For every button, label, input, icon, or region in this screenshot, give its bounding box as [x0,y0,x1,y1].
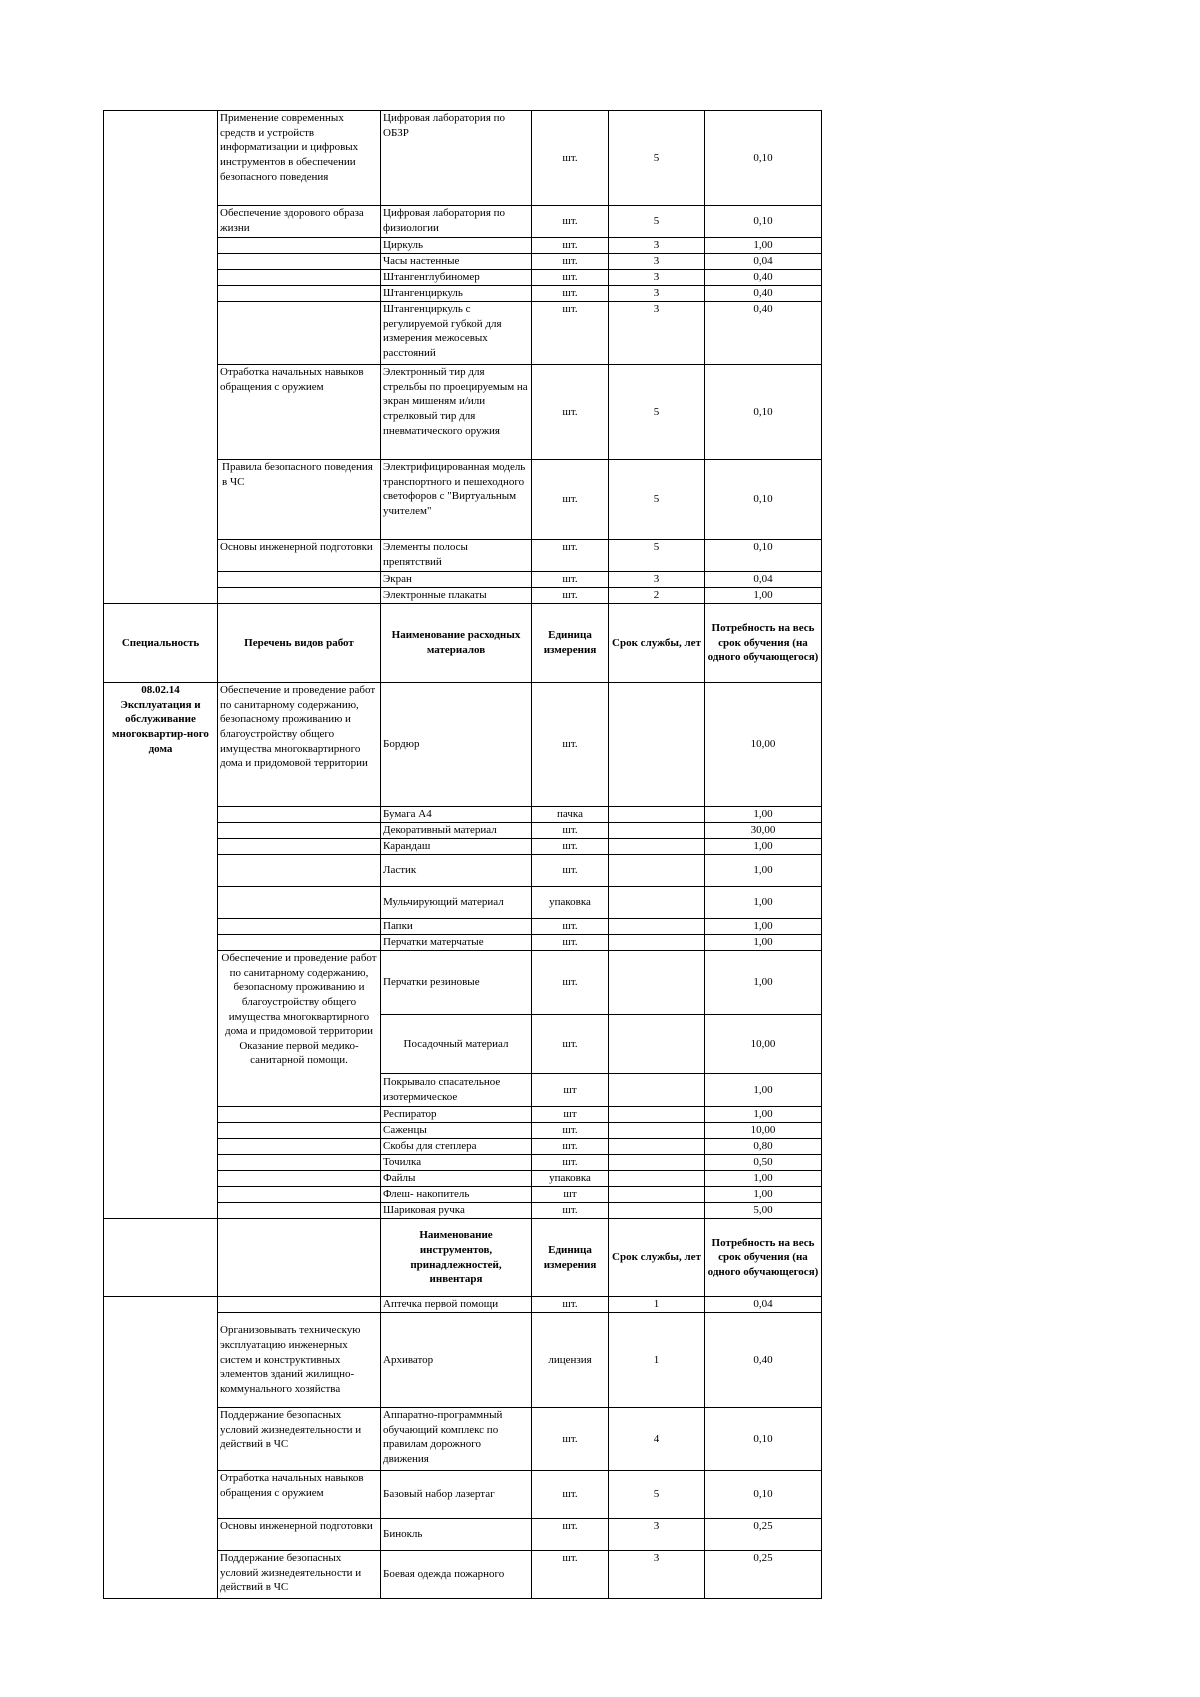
work-type-cell: Основы инженерной подготовки [218,540,381,572]
need-cell: 1,00 [705,1074,822,1107]
table-row [104,540,822,572]
unit-cell: шт. [532,111,609,206]
header-work-types [218,1219,381,1297]
service-life-cell: 5 [609,1471,705,1519]
table-row [104,1203,822,1219]
table-row [104,1171,822,1187]
service-life-cell: 5 [609,460,705,540]
service-life-cell: 3 [609,270,705,286]
table-row [104,206,822,238]
unit-cell: шт. [532,839,609,855]
item-name-cell: Штангенциркуль [381,286,532,302]
item-name-cell: Элементы полосы препятствий [381,540,532,572]
service-life-cell [609,1015,705,1074]
service-life-cell: 5 [609,365,705,460]
service-life-cell [609,935,705,951]
table-row [104,1187,822,1203]
unit-cell: шт. [532,254,609,270]
work-type-cell: Обеспечение и проведение работ по санитарному содержанию, безопасному проживанию и благоустройству общего имущества многоквартирного дома и придомовой территории Оказание первой медико-санитарной помощи. [218,951,381,1107]
item-name-cell: Перчатки матерчатые [381,935,532,951]
item-name-cell: Скобы для степлера [381,1139,532,1155]
need-cell: 1,00 [705,588,822,604]
header-item-name: Наименование расходных материалов [381,604,532,683]
work-type-cell: Поддержание безопасных условий жизнедеятельности и действий в ЧС [218,1408,381,1471]
unit-cell: шт. [532,951,609,1015]
service-life-cell: 3 [609,302,705,365]
unit-cell: шт. [532,365,609,460]
item-name-cell: Бинокль [381,1519,532,1551]
table-row [104,1123,822,1139]
work-type-cell: Отработка начальных навыков обращения с оружием [218,1471,381,1519]
item-name-cell: Штангенциркуль с регулируемой губкой для измерения межосевых расстояний [381,302,532,365]
need-cell: 0,04 [705,1297,822,1313]
service-life-cell: 5 [609,540,705,572]
need-cell: 1,00 [705,1107,822,1123]
service-life-cell [609,1074,705,1107]
service-life-cell: 2 [609,588,705,604]
table-row [104,1408,822,1471]
unit-cell: шт. [532,823,609,839]
table-row [104,935,822,951]
header-specialty [104,1219,218,1297]
item-name-cell: Бордюр [381,683,532,807]
table-row [104,270,822,286]
table-row [104,839,822,855]
need-cell: 0,25 [705,1551,822,1599]
specialty-name: 08.02.14 Эксплуатация и обслуживание многоквартир-ного дома [104,683,218,807]
item-name-cell: Ластик [381,855,532,887]
service-life-cell [609,1171,705,1187]
unit-cell: шт. [532,855,609,887]
unit-cell: шт. [532,1471,609,1519]
service-life-cell: 4 [609,1408,705,1471]
service-life-cell [609,1123,705,1139]
need-cell: 0,40 [705,286,822,302]
item-name-cell: Аптечка первой помощи [381,1297,532,1313]
need-cell: 0,10 [705,1471,822,1519]
work-type-cell: Правила безопасного поведения в ЧС [218,460,381,540]
need-cell: 1,00 [705,839,822,855]
item-name-cell: Электронный тир для стрельбы по проецируемым на экран мишеням и/или стрелковый тир для пневматического оружия [381,365,532,460]
item-name-cell: Декоративный материал [381,823,532,839]
need-cell: 10,00 [705,683,822,807]
need-cell: 0,80 [705,1139,822,1155]
service-life-cell [609,1203,705,1219]
unit-cell: упаковка [532,887,609,919]
item-name-cell: Циркуль [381,238,532,254]
need-cell: 0,04 [705,572,822,588]
header-need: Потребность на весь срок обучения (на одного обучающегося) [705,1219,822,1297]
service-life-cell [609,807,705,823]
item-name-cell: Боевая одежда пожарного [381,1551,532,1599]
table-row [104,919,822,935]
table-row [104,887,822,919]
need-cell: 1,00 [705,1171,822,1187]
header-need: Потребность на весь срок обучения (на одного обучающегося) [705,604,822,683]
header-unit: Единица измерения [532,604,609,683]
service-life-cell [609,919,705,935]
unit-cell: шт. [532,919,609,935]
header-specialty: Специальность [104,604,218,683]
item-name-cell: Цифровая лаборатория по ОБЗР [381,111,532,206]
unit-cell: шт. [532,1139,609,1155]
unit-cell: лицензия [532,1313,609,1408]
item-name-cell: Файлы [381,1171,532,1187]
item-name-cell: Флеш- накопитель [381,1187,532,1203]
table-row [104,1519,822,1551]
service-life-cell: 3 [609,238,705,254]
unit-cell: шт. [532,540,609,572]
item-name-cell: Респиратор [381,1107,532,1123]
need-cell: 1,00 [705,855,822,887]
unit-cell: шт. [532,1123,609,1139]
need-cell: 1,00 [705,919,822,935]
table-header-row [104,1219,822,1297]
unit-cell: шт. [532,1015,609,1074]
need-cell: 1,00 [705,1187,822,1203]
table-row [104,1313,822,1408]
service-life-cell: 5 [609,206,705,238]
unit-cell: шт. [532,1155,609,1171]
table-row [104,572,822,588]
item-name-cell: Электрифицированная модель транспортного и пешеходного светофоров с "Виртуальным учителем" [381,460,532,540]
item-name-cell: Мульчирующий материал [381,887,532,919]
service-life-cell [609,887,705,919]
unit-cell: шт [532,1107,609,1123]
unit-cell: упаковка [532,1171,609,1187]
table-row [104,823,822,839]
work-type-cell: Поддержание безопасных условий жизнедеятельности и действий в ЧС [218,1551,381,1599]
service-life-cell: 5 [609,111,705,206]
unit-cell: шт. [532,1408,609,1471]
need-cell: 0,40 [705,270,822,286]
item-name-cell: Электронные плакаты [381,588,532,604]
item-name-cell: Экран [381,572,532,588]
need-cell: 1,00 [705,238,822,254]
table-row [104,1155,822,1171]
need-cell: 0,10 [705,206,822,238]
service-life-cell: 1 [609,1313,705,1408]
table-row [104,254,822,270]
table-row [104,365,822,460]
table-row [104,588,822,604]
need-cell: 10,00 [705,1123,822,1139]
table-row [104,807,822,823]
work-type-cell: Обеспечение здорового образа жизни [218,206,381,238]
header-unit: Единица измерения [532,1219,609,1297]
service-life-cell: 3 [609,1551,705,1599]
service-life-cell [609,683,705,807]
unit-cell: шт. [532,206,609,238]
specialty-cell [104,206,218,238]
item-name-cell: Посадочный материал [381,1015,532,1074]
unit-cell: шт. [532,935,609,951]
service-life-cell [609,1139,705,1155]
service-life-cell: 3 [609,1519,705,1551]
table-row [104,111,822,206]
need-cell: 1,00 [705,887,822,919]
table-row [104,1297,822,1313]
service-life-cell [609,839,705,855]
service-life-cell: 3 [609,286,705,302]
service-life-cell [609,951,705,1015]
work-type-cell: Отработка начальных навыков обращения с оружием [218,365,381,460]
table-row [104,1471,822,1519]
table-row [104,302,822,365]
table-row [104,1139,822,1155]
service-life-cell [609,823,705,839]
item-name-cell: Часы настенные [381,254,532,270]
need-cell: 0,04 [705,254,822,270]
table-row [104,1551,822,1599]
item-name-cell: Бумага А4 [381,807,532,823]
unit-cell: шт [532,1074,609,1107]
unit-cell: шт. [532,238,609,254]
table-row [104,286,822,302]
unit-cell: шт. [532,460,609,540]
service-life-cell: 3 [609,254,705,270]
item-name-cell: Перчатки резиновые [381,951,532,1015]
table-row [104,951,822,1015]
item-name-cell: Папки [381,919,532,935]
unit-cell: шт. [532,302,609,365]
service-life-cell [609,1107,705,1123]
item-name-cell: Архиватор [381,1313,532,1408]
unit-cell: шт. [532,270,609,286]
need-cell: 0,10 [705,1408,822,1471]
need-cell: 1,00 [705,951,822,1015]
need-cell: 30,00 [705,823,822,839]
table-row [104,238,822,254]
item-name-cell: Шариковая ручка [381,1203,532,1219]
equipment-table [103,110,822,1599]
need-cell: 0,10 [705,111,822,206]
item-name-cell: Точилка [381,1155,532,1171]
unit-cell: шт. [532,1203,609,1219]
unit-cell: шт. [532,683,609,807]
header-service-life: Срок службы, лет [609,1219,705,1297]
need-cell: 0,25 [705,1519,822,1551]
need-cell: 0,40 [705,302,822,365]
need-cell: 0,40 [705,1313,822,1408]
work-type-cell: Применение современных средств и устройств информатизации и цифровых инструментов в обеспечении безопасного поведения [218,111,381,206]
service-life-cell: 1 [609,1297,705,1313]
work-type-cell: Основы инженерной подготовки [218,1519,381,1551]
header-service-life: Срок службы, лет [609,604,705,683]
table-row [104,855,822,887]
need-cell: 1,00 [705,807,822,823]
need-cell: 0,50 [705,1155,822,1171]
work-type-cell: Обеспечение и проведение работ по санитарному содержанию, безопасному проживанию и благоустройству общего имущества многоквартирного дома и придомовой территории [218,683,381,807]
unit-cell: шт. [532,1519,609,1551]
header-work-types: Перечень видов работ [218,604,381,683]
unit-cell: шт. [532,588,609,604]
unit-cell: шт. [532,572,609,588]
specialty-cell [104,111,218,206]
table-row [104,1015,822,1074]
table-row [104,1107,822,1123]
service-life-cell: 3 [609,572,705,588]
unit-cell: пачка [532,807,609,823]
item-name-cell: Карандаш [381,839,532,855]
need-cell: 5,00 [705,1203,822,1219]
item-name-cell: Аппаратно-программный обучающий комплекс по правилам дорожного движения [381,1408,532,1471]
item-name-cell: Саженцы [381,1123,532,1139]
table-row [104,683,822,807]
service-life-cell [609,855,705,887]
service-life-cell [609,1155,705,1171]
unit-cell: шт. [532,1551,609,1599]
need-cell: 0,10 [705,365,822,460]
work-type-cell: Организовывать техническую эксплуатацию инженерных систем и конструктивных элементов зданий жилищно-коммунального хозяйства [218,1313,381,1408]
table-row [104,460,822,540]
unit-cell: шт. [532,286,609,302]
item-name-cell: Базовый набор лазертаг [381,1471,532,1519]
item-name-cell: Покрывало спасательное изотермическое [381,1074,532,1107]
unit-cell: шт. [532,1297,609,1313]
need-cell: 0,10 [705,460,822,540]
table-row [104,1074,822,1107]
item-name-cell: Цифровая лаборатория по физиологии [381,206,532,238]
item-name-cell: Штангенглубиномер [381,270,532,286]
unit-cell: шт [532,1187,609,1203]
need-cell: 0,10 [705,540,822,572]
header-item-name: Наименование инструментов, принадлежностей, инвентаря [381,1219,532,1297]
need-cell: 10,00 [705,1015,822,1074]
table-header-row [104,604,822,683]
need-cell: 1,00 [705,935,822,951]
service-life-cell [609,1187,705,1203]
